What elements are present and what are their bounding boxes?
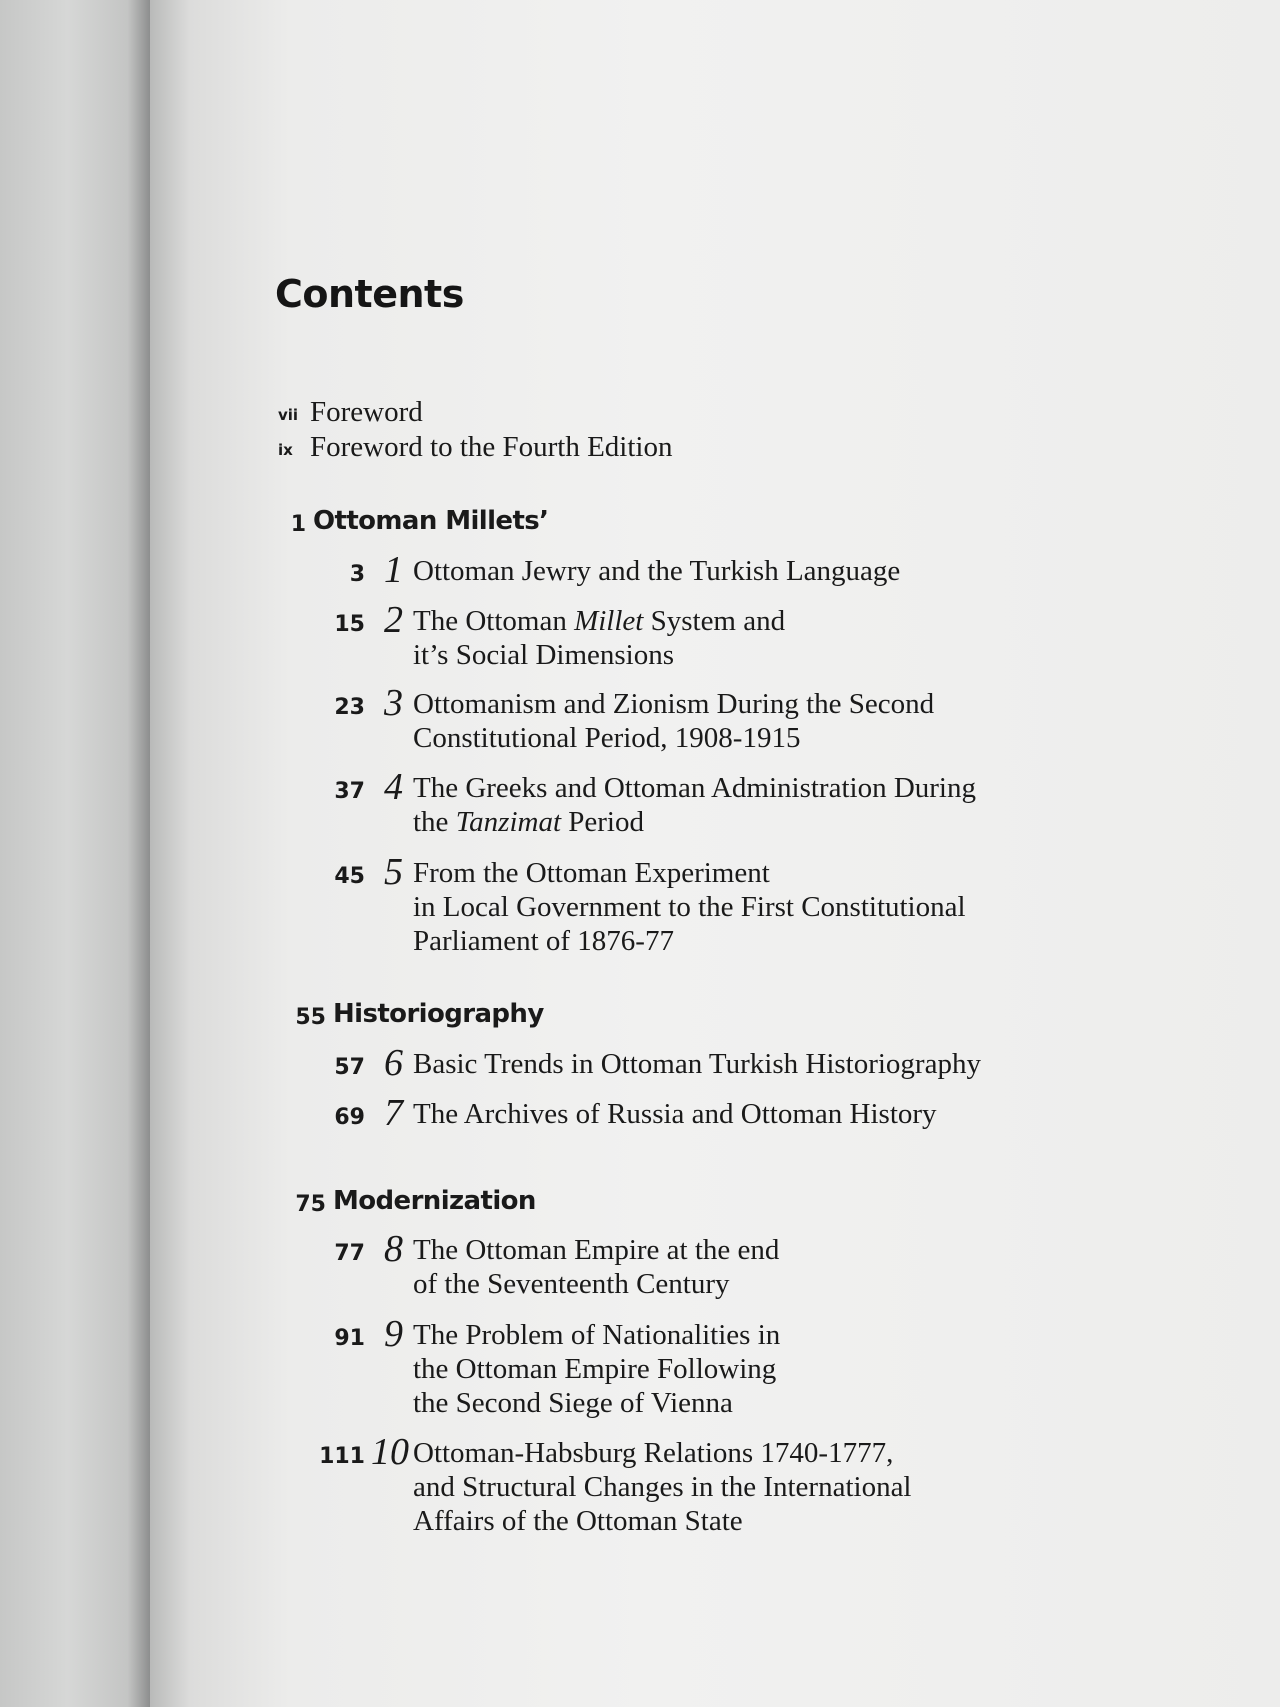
chapter-title-line: The Ottoman Millet System and (413, 605, 786, 637)
chapter-title (413, 1097, 937, 1131)
chapter-title-line: in Local Government to the First Constitutional (413, 891, 966, 923)
chapter-title-line: of the Seventeenth Century (413, 1268, 730, 1300)
italic-term: Millet (574, 605, 644, 637)
chapter-page-number: 15 (334, 612, 365, 637)
chapter-title-line: Basic Trends in Ottoman Turkish Historiography (413, 1048, 981, 1080)
facing-page-edge (0, 0, 150, 1707)
chapter-title (413, 687, 934, 755)
chapter-title (413, 1233, 779, 1301)
chapter-title (413, 604, 785, 672)
chapter-title-line: the Tanzimat Period (413, 806, 644, 838)
chapter-title-line: the Ottoman Empire Following (413, 1353, 777, 1385)
chapter-number: 6 (384, 1042, 403, 1084)
front-matter-title: Foreword (310, 396, 423, 428)
chapter-title-line: Constitutional Period, 1908-1915 (413, 722, 801, 754)
chapter-page-number: 77 (334, 1241, 365, 1266)
part-page-number: 75 (295, 1192, 326, 1217)
chapter-title-line: The Greeks and Ottoman Administration During (413, 772, 976, 804)
chapter-title (413, 1318, 780, 1420)
part-title: Ottoman Millets’ (313, 506, 549, 536)
part-title: Modernization (333, 1186, 536, 1216)
chapter-title-line: Ottomanism and Zionism During the Second (413, 688, 935, 720)
page-title: Contents (275, 272, 464, 316)
part-page-number: 55 (295, 1005, 326, 1030)
chapter-number: 10 (371, 1431, 409, 1473)
chapter-title-line: Affairs of the Ottoman State (413, 1505, 743, 1537)
chapter-number: 1 (384, 549, 403, 591)
chapter-number: 8 (384, 1228, 403, 1270)
chapter-title (413, 771, 976, 839)
chapter-title-line: The Ottoman Empire at the end (413, 1234, 780, 1266)
front-matter-page: vii (278, 406, 299, 424)
book-page (150, 0, 1280, 1707)
chapter-title-line: and Structural Changes in the International (413, 1471, 912, 1503)
chapter-title-line: Ottoman Jewry and the Turkish Language (413, 555, 901, 587)
chapter-number: 7 (384, 1092, 403, 1134)
part-page-number: 1 (290, 512, 306, 537)
chapter-page-number: 37 (334, 779, 365, 804)
chapter-title (413, 1047, 981, 1081)
chapter-title (413, 1436, 912, 1538)
chapter-title-line: The Archives of Russia and Ottoman History (413, 1098, 937, 1130)
part-title: Historiography (333, 999, 544, 1029)
chapter-title-line: the Second Siege of Vienna (413, 1387, 733, 1419)
chapter-title-line: The Problem of Nationalities in (413, 1319, 781, 1351)
chapter-title-line: Ottoman-Habsburg Relations 1740-1777, (413, 1437, 894, 1469)
chapter-page-number: 3 (349, 562, 365, 587)
italic-term: Tanzimat (455, 806, 561, 838)
chapter-title-line: Parliament of 1876-77 (413, 925, 674, 957)
chapter-page-number: 23 (334, 695, 365, 720)
chapter-page-number: 111 (319, 1444, 365, 1469)
chapter-number: 4 (384, 766, 403, 808)
chapter-title-line: it’s Social Dimensions (413, 639, 674, 671)
chapter-page-number: 57 (334, 1055, 365, 1080)
chapter-number: 9 (384, 1313, 403, 1355)
chapter-number: 3 (384, 682, 403, 724)
chapter-page-number: 91 (334, 1326, 365, 1351)
table-of-contents (150, 0, 1280, 1707)
front-matter-page: ix (278, 441, 293, 459)
front-matter-title: Foreword to the Fourth Edition (310, 431, 673, 463)
chapter-number: 5 (384, 851, 403, 893)
chapter-title-line: From the Ottoman Experiment (413, 857, 770, 889)
chapter-number: 2 (384, 599, 403, 641)
chapter-page-number: 45 (334, 864, 365, 889)
chapter-page-number: 69 (334, 1105, 365, 1130)
chapter-title (413, 856, 966, 958)
chapter-title (413, 554, 900, 588)
